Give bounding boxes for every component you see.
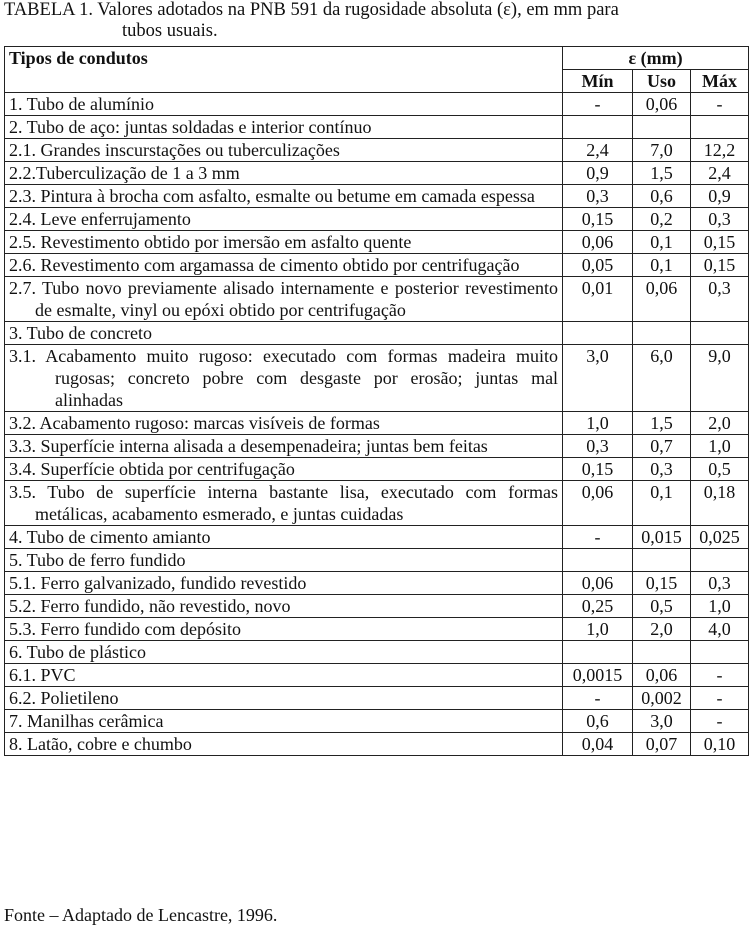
row-max-value: 0,10 — [691, 733, 749, 756]
row-description: 3.5. Tubo de superfície interna bastante lisa, executado com formas metálicas, acabamento esmerado, e juntas cuidadas — [5, 481, 563, 526]
row-description: 5.2. Ferro fundido, não revestido, novo — [5, 595, 563, 618]
header-max: Máx — [691, 70, 749, 93]
row-uso-value: 0,15 — [633, 572, 691, 595]
row-max-value — [691, 116, 749, 139]
row-min-value: 0,6 — [563, 710, 633, 733]
row-description: 6.2. Polietileno — [5, 687, 563, 710]
row-description: 2.7. Tubo novo previamente alisado internamente e posterior revestimento de esmalte, vinyl ou epóxi obtido por centrifugação — [5, 277, 563, 322]
row-max-value: - — [691, 93, 749, 116]
row-min-value: 2,4 — [563, 139, 633, 162]
row-min-value — [563, 641, 633, 664]
row-max-value: 0,15 — [691, 231, 749, 254]
table-row — [5, 526, 749, 549]
caption-line-1: TABELA 1. Valores adotados na PNB 591 da rugosidade absoluta (ε), em mm para — [4, 0, 619, 20]
row-uso-value — [633, 549, 691, 572]
table-row — [5, 641, 749, 664]
row-description: 8. Latão, cobre e chumbo — [5, 733, 563, 756]
row-uso-value: 0,3 — [633, 458, 691, 481]
row-uso-value: 1,5 — [633, 412, 691, 435]
table-row — [5, 549, 749, 572]
row-description: 2.5. Revestimento obtido por imersão em asfalto quente — [5, 231, 563, 254]
row-min-value: 0,06 — [563, 231, 633, 254]
row-description: 2. Tubo de aço: juntas soldadas e interior contínuo — [5, 116, 563, 139]
row-max-value: 0,025 — [691, 526, 749, 549]
row-min-value: 3,0 — [563, 345, 633, 412]
table-caption — [4, 0, 749, 42]
row-max-value: 0,5 — [691, 458, 749, 481]
row-max-value: 9,0 — [691, 345, 749, 412]
row-min-value — [563, 322, 633, 345]
header-uso: Uso — [633, 70, 691, 93]
row-description: 5. Tubo de ferro fundido — [5, 549, 563, 572]
row-description: 2.1. Grandes inscurstações ou tuberculizações — [5, 139, 563, 162]
row-max-value: 0,15 — [691, 254, 749, 277]
table-row — [5, 595, 749, 618]
row-max-value: 0,3 — [691, 572, 749, 595]
row-uso-value: 1,5 — [633, 162, 691, 185]
source-note: Fonte – Adaptado de Lencastre, 1996. — [4, 905, 278, 925]
row-min-value: 0,01 — [563, 277, 633, 322]
table-row — [5, 733, 749, 756]
table-row — [5, 710, 749, 733]
row-uso-value: 0,07 — [633, 733, 691, 756]
row-min-value: 0,06 — [563, 481, 633, 526]
row-max-value: 0,3 — [691, 277, 749, 322]
row-max-value: 0,3 — [691, 208, 749, 231]
row-max-value: - — [691, 710, 749, 733]
row-min-value: 0,06 — [563, 572, 633, 595]
row-uso-value: 0,1 — [633, 481, 691, 526]
row-description: 1. Tubo de alumínio — [5, 93, 563, 116]
row-description: 3.3. Superfície interna alisada a desempenadeira; juntas bem feitas — [5, 435, 563, 458]
row-max-value: 4,0 — [691, 618, 749, 641]
table-row — [5, 572, 749, 595]
table-row — [5, 322, 749, 345]
row-description: 7. Manilhas cerâmica — [5, 710, 563, 733]
row-max-value: - — [691, 687, 749, 710]
row-uso-value: 2,0 — [633, 618, 691, 641]
row-max-value: 2,4 — [691, 162, 749, 185]
table-row — [5, 231, 749, 254]
row-uso-value: 0,7 — [633, 435, 691, 458]
table-row — [5, 116, 749, 139]
row-description: 3. Tubo de concreto — [5, 322, 563, 345]
row-min-value: 1,0 — [563, 618, 633, 641]
row-max-value — [691, 322, 749, 345]
row-max-value: 2,0 — [691, 412, 749, 435]
row-min-value: 0,04 — [563, 733, 633, 756]
row-uso-value: 3,0 — [633, 710, 691, 733]
row-min-value — [563, 549, 633, 572]
row-uso-value: 0,015 — [633, 526, 691, 549]
row-min-value — [563, 116, 633, 139]
row-min-value: - — [563, 687, 633, 710]
row-description: 5.3. Ferro fundido com depósito — [5, 618, 563, 641]
row-uso-value: 7,0 — [633, 139, 691, 162]
row-uso-value: 0,1 — [633, 231, 691, 254]
table-body — [5, 93, 749, 756]
row-min-value: 0,05 — [563, 254, 633, 277]
header-type: Tipos de condutos — [5, 47, 563, 93]
row-min-value: 1,0 — [563, 412, 633, 435]
row-min-value: 0,3 — [563, 185, 633, 208]
row-uso-value: 0,6 — [633, 185, 691, 208]
row-max-value: 1,0 — [691, 435, 749, 458]
table-row — [5, 254, 749, 277]
row-max-value: 1,0 — [691, 595, 749, 618]
header-min: Mín — [563, 70, 633, 93]
row-min-value: 0,3 — [563, 435, 633, 458]
row-description: 4. Tubo de cimento amianto — [5, 526, 563, 549]
row-min-value: - — [563, 526, 633, 549]
table-row — [5, 162, 749, 185]
header-epsilon: ε (mm) — [563, 47, 749, 70]
table-row — [5, 664, 749, 687]
table-row — [5, 458, 749, 481]
row-uso-value: 6,0 — [633, 345, 691, 412]
row-uso-value: 0,5 — [633, 595, 691, 618]
row-max-value: - — [691, 664, 749, 687]
row-max-value — [691, 549, 749, 572]
row-max-value — [691, 641, 749, 664]
row-description: 2.2.Tuberculização de 1 a 3 mm — [5, 162, 563, 185]
table-row — [5, 435, 749, 458]
header-row-1 — [5, 47, 749, 70]
row-min-value: 0,25 — [563, 595, 633, 618]
table-row — [5, 277, 749, 322]
roughness-table — [4, 46, 749, 756]
row-uso-value: 0,06 — [633, 664, 691, 687]
row-uso-value: 0,06 — [633, 277, 691, 322]
row-uso-value — [633, 322, 691, 345]
row-min-value: 0,15 — [563, 208, 633, 231]
row-min-value: 0,9 — [563, 162, 633, 185]
row-max-value: 0,18 — [691, 481, 749, 526]
row-min-value: - — [563, 93, 633, 116]
row-uso-value: 0,002 — [633, 687, 691, 710]
row-uso-value: 0,2 — [633, 208, 691, 231]
table-row — [5, 139, 749, 162]
row-uso-value: 0,1 — [633, 254, 691, 277]
caption-line-2: tubos usuais. — [122, 21, 218, 41]
row-description: 3.2. Acabamento rugoso: marcas visíveis de formas — [5, 412, 563, 435]
table-row — [5, 93, 749, 116]
row-description: 2.6. Revestimento com argamassa de cimento obtido por centrifugação — [5, 254, 563, 277]
row-description: 3.1. Acabamento muito rugoso: executado com formas madeira muito rugosas; concreto pobre com desgaste por erosão; juntas mal alinhadas — [5, 345, 563, 412]
table-row — [5, 687, 749, 710]
row-description: 6. Tubo de plástico — [5, 641, 563, 664]
table-row — [5, 208, 749, 231]
row-description: 3.4. Superfície obtida por centrifugação — [5, 458, 563, 481]
table-row — [5, 345, 749, 412]
table-row — [5, 185, 749, 208]
row-max-value: 12,2 — [691, 139, 749, 162]
row-max-value: 0,9 — [691, 185, 749, 208]
table-row — [5, 412, 749, 435]
table-row — [5, 618, 749, 641]
row-uso-value: 0,06 — [633, 93, 691, 116]
row-min-value: 0,15 — [563, 458, 633, 481]
row-description: 5.1. Ferro galvanizado, fundido revestido — [5, 572, 563, 595]
row-description: 2.4. Leve enferrujamento — [5, 208, 563, 231]
row-uso-value — [633, 641, 691, 664]
row-uso-value — [633, 116, 691, 139]
table-row — [5, 481, 749, 526]
row-description: 6.1. PVC — [5, 664, 563, 687]
row-description: 2.3. Pintura à brocha com asfalto, esmalte ou betume em camada espessa — [5, 185, 563, 208]
row-min-value: 0,0015 — [563, 664, 633, 687]
